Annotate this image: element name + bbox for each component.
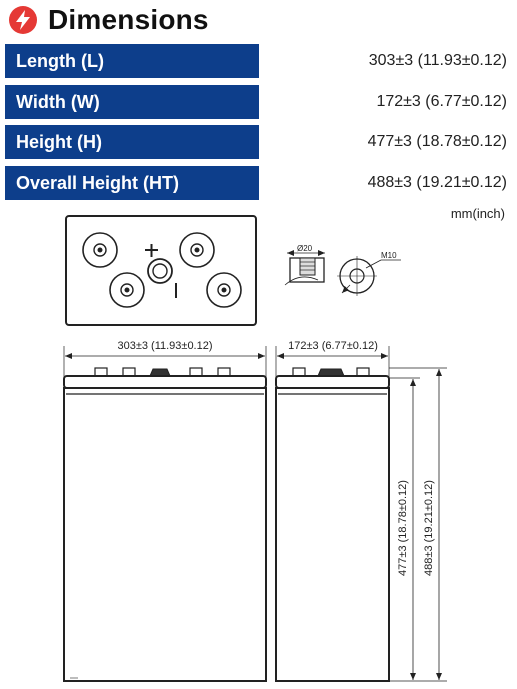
terminal-diameter-label: Ø20 bbox=[297, 244, 313, 253]
terminal-post bbox=[110, 273, 144, 307]
side-view bbox=[276, 340, 447, 681]
spec-label: Width (W) bbox=[5, 85, 259, 119]
thread-label: M10 bbox=[381, 251, 397, 260]
top-view bbox=[66, 216, 256, 325]
spec-value: 172±3 (6.77±0.12) bbox=[376, 93, 507, 110]
front-length-dimension: 303±3 (11.93±0.12) bbox=[117, 340, 213, 352]
height-dimension: 477±3 (18.78±0.12) bbox=[397, 480, 409, 576]
spec-value: 488±3 (19.21±0.12) bbox=[367, 174, 507, 191]
overall-height-dimension: 488±3 (19.21±0.12) bbox=[423, 480, 435, 576]
front-view bbox=[64, 340, 266, 681]
spec-value: 477±3 (18.78±0.12) bbox=[367, 133, 507, 150]
terminal-detail bbox=[285, 244, 401, 296]
unit-note: mm(inch) bbox=[450, 206, 505, 221]
terminal-post bbox=[180, 233, 214, 267]
terminal-post bbox=[207, 273, 241, 307]
side-width-dimension: 172±3 (6.77±0.12) bbox=[288, 340, 378, 352]
spec-label: Height (H) bbox=[5, 125, 259, 159]
vent-cap bbox=[148, 259, 172, 283]
spec-value: 303±3 (11.93±0.12) bbox=[368, 52, 507, 69]
terminal-post bbox=[83, 233, 117, 267]
page-title: Dimensions bbox=[48, 4, 209, 35]
spec-label: Length (L) bbox=[5, 44, 259, 78]
spec-label: Overall Height (HT) bbox=[5, 166, 259, 200]
